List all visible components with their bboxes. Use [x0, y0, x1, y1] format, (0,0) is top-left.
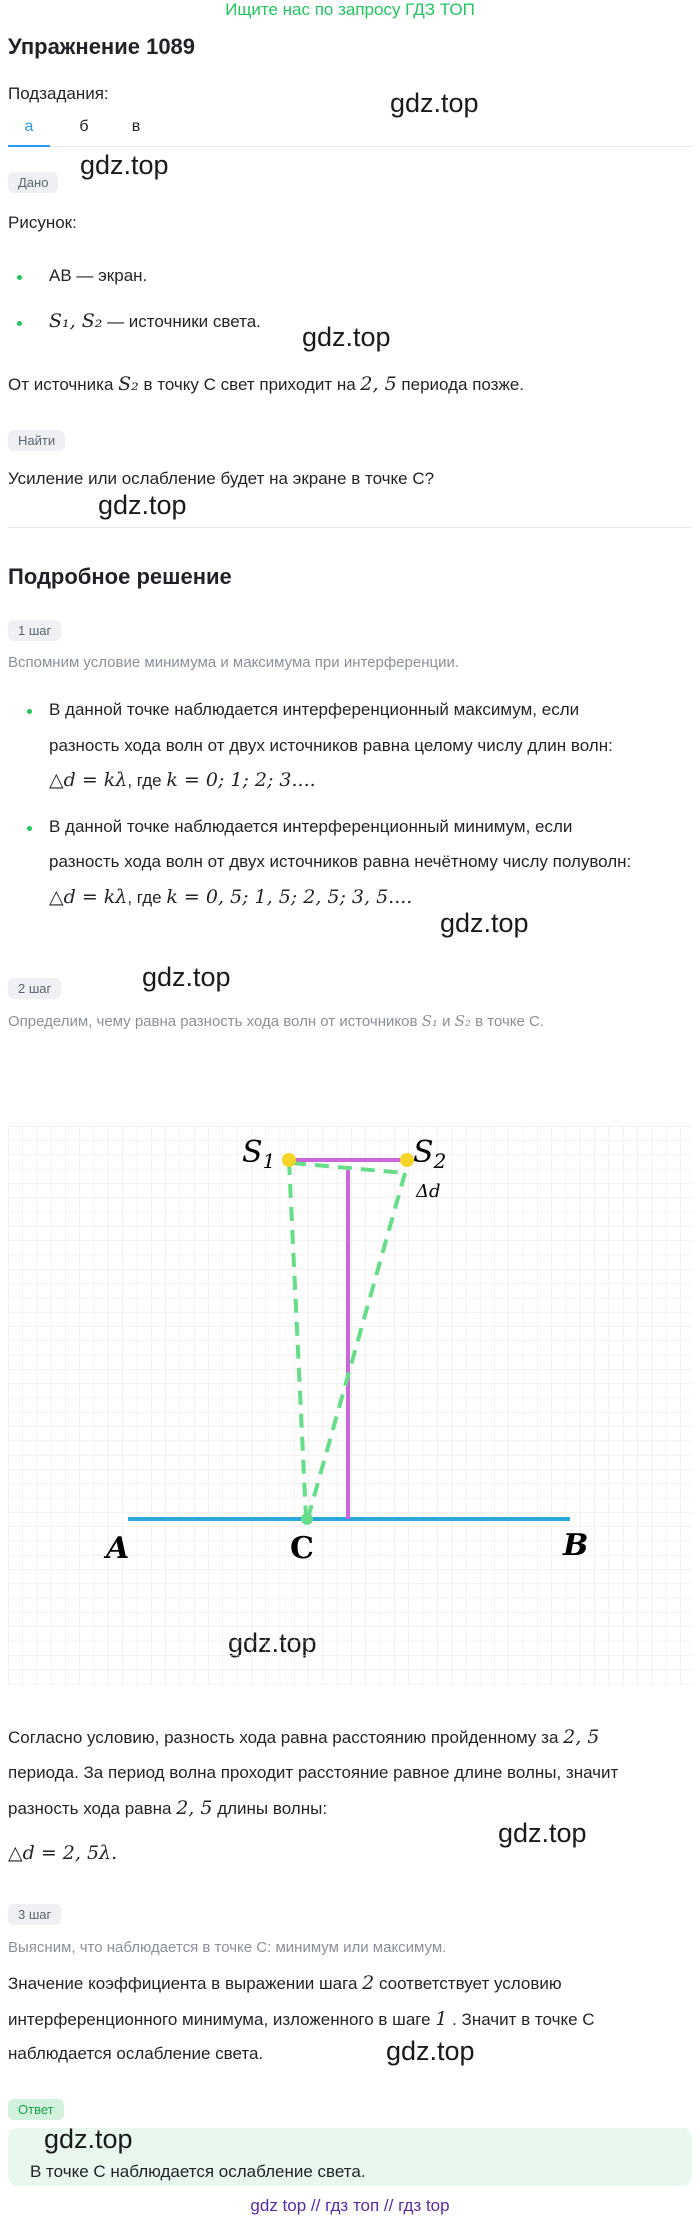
step1-max-line2: разность хода волн от двух источников равна целому числу длин волн: [49, 736, 613, 755]
step1-max-formula: △d = kλ, где k = 0; 1; 2; 3.... [49, 769, 316, 791]
step3-line1: Значение коэффициента в выражении шага 2 соответствует условию [8, 1972, 562, 1994]
label-b: B [563, 1528, 589, 1563]
bullet-dot [27, 709, 32, 714]
search-banner: Ищите нас по запросу ГДЗ ТОП [225, 0, 475, 19]
watermark: gdz.top [44, 2124, 133, 2154]
given-item-sources: S₁, S₂ — источники света. [49, 310, 261, 332]
step1-intro: Вспомним условие минимума и максимума при интерференции. [8, 654, 460, 671]
step1-min-formula: △d = kλ, где k = 0, 5; 1, 5; 2, 5; 3, 5.... [49, 886, 413, 908]
step1-min-line2: разность хода волн от двух источников равна нечётному числу полуволн: [49, 852, 632, 871]
answer-chip: Ответ [8, 2099, 64, 2120]
subtask-tabs [8, 108, 692, 147]
source-s2-point [400, 1153, 414, 1167]
watermark: gdz.top [498, 1818, 587, 1848]
solution-title: Подробное решение [8, 564, 232, 589]
tab-a[interactable]: а [24, 118, 34, 135]
bullet-dot [17, 275, 22, 280]
label-s2: $S_2$ [413, 1135, 447, 1173]
subtasks-label: Подзадания: [8, 84, 109, 103]
interference-figure [8, 1126, 692, 1686]
given-chip: Дано [8, 172, 58, 193]
step2-text-line1: Согласно условию, разность хода равна расстоянию пройденному за 2, 5 [8, 1726, 600, 1748]
watermark: gdz.top [390, 88, 479, 118]
step2-formula: △d = 2, 5λ. [8, 1842, 118, 1864]
answer-text: В точке C наблюдается ослабление света. [30, 2162, 366, 2181]
step2-text-line3: разность хода равна 2, 5 длины волны: [8, 1797, 328, 1819]
label-delta-d: Δd [416, 1181, 441, 1202]
label-c: C [290, 1531, 314, 1566]
watermark: gdz.top [302, 322, 391, 352]
divider [8, 527, 692, 528]
step1-max-line1: В данной точке наблюдается интерференционный максимум, если [49, 700, 580, 719]
tab-v[interactable]: в [131, 118, 141, 135]
step3-line2: интерференционного минимума, изложенного в шаге 1 . Значит в точке C [8, 2008, 595, 2030]
label-s1: $S_1$ [242, 1135, 276, 1173]
step1-chip: 1 шаг [8, 620, 61, 641]
step2-chip: 2 шаг [8, 978, 61, 999]
label-a: A [106, 1531, 130, 1566]
step3-line3: наблюдается ослабление света. [8, 2044, 264, 2063]
watermark: gdz.top [386, 2036, 475, 2066]
find-chip: Найти [8, 430, 65, 451]
given-delay-line: От источника S₂ в точку C свет приходит на 2, 5 периода позже. [8, 373, 525, 395]
watermark: gdz.top [80, 150, 169, 180]
step3-chip: 3 шаг [8, 1904, 61, 1925]
footer-links[interactable]: gdz top // гдз топ // гдз top [250, 2196, 450, 2215]
source-s1-point [282, 1153, 296, 1167]
page-title: Упражнение 1089 [8, 34, 196, 59]
step1-min-line1: В данной точке наблюдается интерференционный минимум, если [49, 817, 573, 836]
step2-text-line2: периода. За период волна проходит расстояние равное длине волны, значит [8, 1763, 619, 1782]
active-tab-indicator [8, 145, 50, 147]
point-c-marker [301, 1513, 313, 1525]
tab-b[interactable]: б [79, 118, 89, 135]
find-question: Усиление или ослабление будет на экране в точке C? [8, 469, 435, 488]
bullet-dot [27, 826, 32, 831]
watermark: gdz.top [440, 908, 529, 938]
step3-intro: Выясним, что наблюдается в точке C: минимум или максимум. [8, 1939, 447, 1956]
step2-intro: Определим, чему равна разность хода волн от источников S₁ и S₂ в точке C. [8, 1012, 544, 1030]
bullet-dot [17, 321, 22, 326]
figure-label: Рисунок: [8, 213, 77, 232]
given-item-screen: AB — экран. [49, 266, 148, 285]
watermark: gdz.top [98, 490, 187, 520]
watermark: gdz.top [142, 962, 231, 992]
